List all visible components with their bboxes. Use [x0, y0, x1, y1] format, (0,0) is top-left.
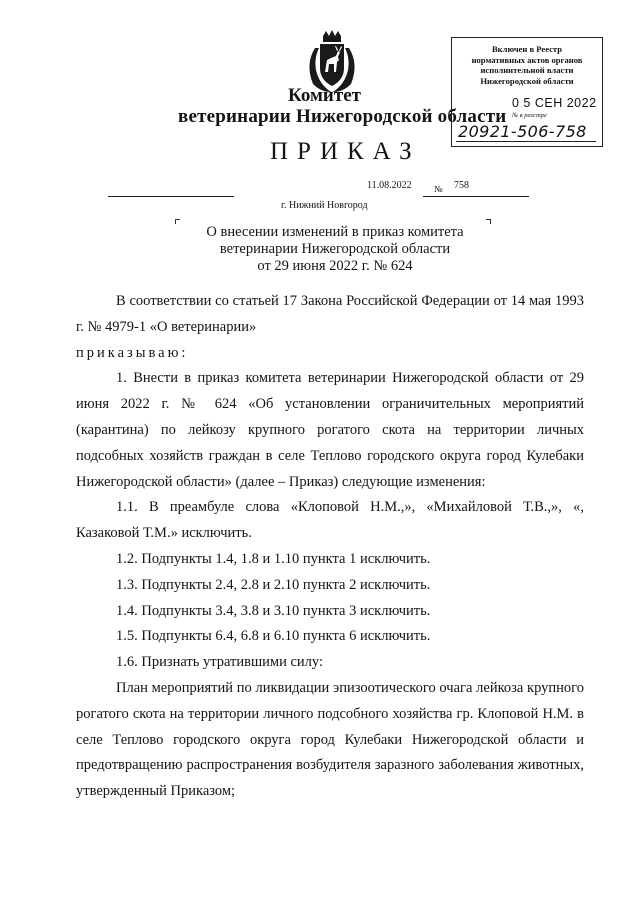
subject-line: ветеринарии Нижегородской области	[219, 241, 451, 257]
subject-line: О внесении изменений в приказ комитета	[206, 224, 464, 240]
order-word: приказываю:	[76, 344, 189, 361]
document-type-title: ПРИКАЗ	[270, 138, 421, 165]
stamp-line: Нижегородской области	[480, 75, 574, 86]
stamp-registry-label: № в реестре	[512, 112, 547, 119]
item-1-4-paragraph: 1.4. Подпункты 3.4, 3.8 и 3.10 пункта 3 исключить.	[116, 602, 431, 619]
item-1-2-paragraph: 1.2. Подпункты 1.4, 1.8 и 1.10 пункта 1 исключить.	[116, 550, 431, 567]
subject-line: от 29 июня 2022 г. № 624	[257, 258, 413, 274]
number-line	[423, 196, 529, 197]
item-1-3-paragraph: 1.3. Подпункты 2.4, 2.8 и 2.10 пункта 2 исключить.	[116, 576, 431, 593]
stamp-underline	[456, 141, 596, 142]
document-subject	[180, 224, 490, 275]
item-1-1-paragraph: 1.1. В преамбуле слова «Клоповой Н.М.,», «Михайловой Т.В.,», «, Казаковой Т.М.» исключить.	[76, 499, 584, 542]
registry-stamp	[451, 37, 603, 147]
item-1-6-paragraph: 1.6. Признать утратившими силу:	[116, 654, 324, 671]
item-1-paragraph: 1. Внести в приказ комитета ветеринарии Нижегородской области от 29 июня 2022 г. № 624 «Об установлении ограничительных мероприятий (карантина) по лейкозу крупного рогатого скота на территории личных подсобных хозяйств граждан в селе Теплово городского округа город Кулебаки Нижегородской области» (далее – Приказ) следующие изменения:	[76, 370, 584, 490]
organization-title: ветеринарии Нижегородской области	[178, 106, 507, 127]
document-body	[76, 289, 584, 805]
stamp-date: 0 5 СЕН 2022	[512, 96, 597, 110]
stamp-line: нормативных актов органов	[471, 54, 583, 65]
document-number: 758	[454, 180, 469, 191]
date-line	[108, 196, 234, 197]
stamp-line: исполнительной власти	[480, 65, 574, 75]
stamp-title	[452, 44, 602, 86]
committee-title: Комитет	[288, 85, 361, 106]
item-1-5-paragraph: 1.5. Подпункты 6.4, 6.8 и 6.10 пункта 6 исключить.	[116, 628, 431, 645]
number-sign: №	[434, 184, 443, 194]
stamp-line: Включен в Реестр	[491, 44, 563, 54]
plan-paragraph: План мероприятий по ликвидации эпизоотического очага лейкоза крупного рогатого скота на территории личного подсобного хозяйства гр. Клоповой Н.М. в селе Теплово городского округа город Кулебаки Нижегородской области и предотвращению распространения возбудителя заразного заболевания животных, утвержденный Приказом;	[76, 679, 584, 800]
document-date: 11.08.2022	[367, 180, 412, 191]
city-name: г. Нижний Новгород	[281, 200, 368, 211]
preamble-paragraph: В соответствии со статьей 17 Закона Российской Федерации от 14 мая 1993 г. № 4979-1 «О ветеринарии»	[76, 293, 584, 335]
stamp-registry-number: 20921-506-758	[458, 122, 587, 141]
